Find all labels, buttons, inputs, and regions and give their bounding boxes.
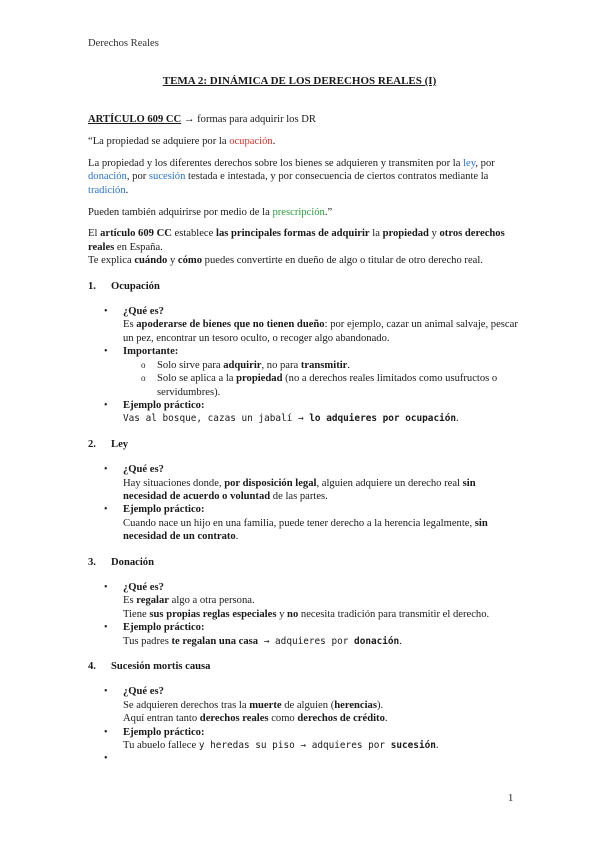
section-heading-ocupacion bbox=[88, 280, 518, 293]
text: Solo se aplica a la bbox=[157, 373, 237, 385]
text: El bbox=[88, 228, 101, 240]
quote-paragraph-1 bbox=[88, 135, 518, 148]
section-number: 2. bbox=[88, 438, 96, 450]
text: sin necesidad de acuerdo o voluntad bbox=[123, 477, 476, 502]
article-heading bbox=[88, 113, 518, 126]
text: Pueden también adquirirse por medio de la bbox=[88, 206, 273, 218]
section-title: Sucesión mortis causa bbox=[111, 661, 211, 672]
text: sus propias reglas especiales bbox=[149, 608, 277, 620]
section-title: Donación bbox=[111, 556, 154, 568]
document-title: TEMA 2: DINÁMICA DE LOS DERECHOS REALES (I) bbox=[162, 75, 437, 87]
arrow-icon: → bbox=[183, 114, 195, 125]
text: como bbox=[268, 713, 298, 725]
section-heading-ley bbox=[88, 438, 518, 451]
bullet-icon: • bbox=[104, 464, 108, 476]
term-tradicion: tradición bbox=[88, 184, 126, 196]
list-item bbox=[88, 399, 518, 426]
item-label: ¿Qué es? bbox=[123, 306, 164, 318]
text: derechos reales bbox=[199, 713, 269, 725]
text: por disposición legal bbox=[224, 477, 317, 489]
text: . bbox=[235, 531, 239, 543]
text: de alguien ( bbox=[281, 699, 335, 711]
quote-paragraph-3 bbox=[88, 206, 518, 219]
item-label: ¿Qué es? bbox=[123, 464, 164, 476]
bullet-icon: • bbox=[104, 726, 108, 738]
term-donacion: donación bbox=[88, 171, 127, 183]
sub-list-item bbox=[123, 372, 518, 399]
intro-paragraph bbox=[88, 227, 518, 254]
bullet-icon: • bbox=[104, 504, 108, 516]
text: ). bbox=[376, 699, 384, 711]
list-item bbox=[88, 685, 518, 725]
bullet-icon: • bbox=[104, 686, 108, 698]
term-ocupacion: ocupación bbox=[229, 135, 273, 147]
text: sucesión bbox=[390, 740, 436, 752]
section-list-donacion bbox=[88, 581, 518, 648]
text: la bbox=[369, 228, 383, 240]
text: . bbox=[125, 184, 129, 196]
text: propiedad bbox=[236, 373, 283, 385]
text: algo a otra persona. bbox=[169, 595, 255, 607]
list-item bbox=[88, 726, 518, 753]
text: puedes convertirte en dueño de algo o titular de otro derecho real. bbox=[202, 255, 483, 267]
text: , por bbox=[126, 171, 149, 183]
list-item-empty bbox=[88, 752, 518, 765]
list-item bbox=[88, 305, 518, 345]
text: muerte bbox=[249, 699, 282, 711]
list-item bbox=[88, 581, 518, 621]
bullet-icon: • bbox=[104, 581, 108, 593]
text: Aquí entran tanto bbox=[123, 713, 200, 725]
text: Tus padres bbox=[123, 635, 172, 647]
text: cómo bbox=[177, 255, 203, 267]
text: Es bbox=[123, 319, 137, 331]
section-number: 3. bbox=[88, 556, 96, 568]
text: Vas al bosque, cazas un jabalí → bbox=[123, 413, 310, 425]
section-heading-donacion bbox=[88, 556, 518, 569]
text: establece bbox=[171, 228, 216, 240]
article-rest: formas para adquirir los DR bbox=[194, 114, 316, 125]
text: , alguien adquiere un derecho real bbox=[316, 477, 463, 489]
quote-paragraph-2 bbox=[88, 157, 518, 197]
text: Tiene bbox=[123, 608, 150, 620]
text: y bbox=[276, 608, 288, 620]
list-item bbox=[88, 503, 518, 543]
text: herencias bbox=[334, 699, 377, 711]
text: (no a derechos reales limitados como usufructos o servidumbres). bbox=[157, 373, 498, 398]
page-number: 1 bbox=[508, 793, 514, 804]
text: cuándo bbox=[134, 255, 168, 267]
text: . bbox=[456, 413, 459, 425]
text: otros derechos reales bbox=[88, 228, 505, 253]
item-label: Ejemplo práctico: bbox=[123, 504, 205, 516]
section-title: Ley bbox=[111, 438, 129, 450]
text: : por ejemplo, cazar un animal salvaje, pescar un pez, encontrar un tesoro oculto, o recoger algo abandonado. bbox=[123, 319, 518, 344]
text: lo adquieres por ocupación bbox=[309, 413, 457, 425]
item-label: Ejemplo práctico: bbox=[123, 726, 205, 738]
text: adquirir bbox=[223, 359, 262, 371]
text: La propiedad y los diferentes derechos sobre los bienes se adquieren y transmiten por la bbox=[88, 157, 464, 169]
text: “La propiedad se adquiere por la bbox=[88, 135, 230, 147]
intro-paragraph-2 bbox=[88, 254, 518, 267]
text: necesita tradición para transmitir el derecho. bbox=[298, 608, 490, 620]
bullet-icon: • bbox=[104, 399, 108, 411]
text: Es bbox=[123, 595, 137, 607]
bullet-icon: • bbox=[104, 622, 108, 634]
text: Solo sirve para bbox=[157, 359, 224, 371]
text: testada e intestada, y por consecuencia de ciertos contratos mediante la bbox=[185, 171, 489, 183]
text: . bbox=[384, 713, 388, 725]
text: . bbox=[347, 359, 351, 371]
text: Tu abuelo fallece bbox=[123, 740, 199, 752]
text: propiedad bbox=[382, 228, 429, 240]
item-label: Ejemplo práctico: bbox=[123, 622, 205, 634]
text: las principales formas de adquirir bbox=[216, 228, 370, 240]
list-item bbox=[88, 345, 518, 399]
section-list-sucesion bbox=[88, 685, 518, 765]
text: .” bbox=[324, 206, 333, 218]
hollow-bullet-icon: o bbox=[141, 373, 146, 384]
item-label: ¿Qué es? bbox=[123, 581, 164, 593]
text: y heredas su piso → adquieres por bbox=[198, 740, 391, 752]
term-ley: ley bbox=[463, 157, 476, 169]
sub-list-item bbox=[123, 359, 518, 372]
text: transmitir bbox=[300, 359, 348, 371]
item-label: Ejemplo práctico: bbox=[123, 399, 205, 411]
text: . bbox=[399, 635, 402, 647]
term-sucesion: sucesión bbox=[148, 171, 186, 183]
text: no bbox=[287, 608, 299, 620]
text: te regalan una casa bbox=[171, 635, 259, 647]
list-item bbox=[88, 463, 518, 503]
sub-list bbox=[123, 359, 518, 399]
text: Hay situaciones donde, bbox=[123, 477, 225, 489]
section-number: 1. bbox=[88, 280, 96, 292]
text: en España. bbox=[114, 241, 163, 253]
text: artículo 609 CC bbox=[100, 228, 172, 240]
bullet-icon: • bbox=[104, 753, 108, 765]
text: y bbox=[428, 228, 440, 240]
text: y bbox=[167, 255, 178, 267]
text: de las partes. bbox=[270, 490, 328, 502]
running-header: Derechos Reales bbox=[88, 38, 159, 49]
text: derechos de crédito bbox=[297, 713, 385, 725]
text: Te explica bbox=[88, 255, 135, 267]
text: Cuando nace un hijo en una familia, puede tener derecho a la herencia legalmente, bbox=[123, 517, 475, 529]
text: , no para bbox=[261, 359, 301, 371]
bullet-icon: • bbox=[104, 306, 108, 318]
text: Se adquieren derechos tras la bbox=[123, 699, 250, 711]
text: . bbox=[435, 740, 439, 752]
text: regalar bbox=[136, 595, 169, 607]
section-title: Ocupación bbox=[111, 280, 160, 292]
text: → adquieres por bbox=[258, 635, 355, 647]
bullet-icon: • bbox=[104, 346, 108, 358]
article-label: ARTÍCULO 609 CC bbox=[88, 114, 182, 125]
text: . bbox=[272, 135, 276, 147]
term-prescripcion: prescripción bbox=[272, 206, 325, 218]
list-item bbox=[88, 621, 518, 648]
text: donación bbox=[354, 635, 400, 647]
hollow-bullet-icon: o bbox=[141, 359, 146, 370]
text: , por bbox=[475, 157, 495, 169]
item-label: Importante: bbox=[123, 346, 179, 358]
text: apoderarse de bienes que no tienen dueño bbox=[136, 319, 325, 331]
text: sin necesidad de un contrato bbox=[123, 517, 488, 543]
section-number: 4. bbox=[88, 661, 96, 672]
item-label: ¿Qué es? bbox=[123, 686, 164, 698]
section-list-ley bbox=[88, 463, 518, 543]
section-heading-sucesion bbox=[88, 660, 518, 673]
document-body bbox=[88, 113, 518, 766]
section-list-ocupacion bbox=[88, 305, 518, 426]
